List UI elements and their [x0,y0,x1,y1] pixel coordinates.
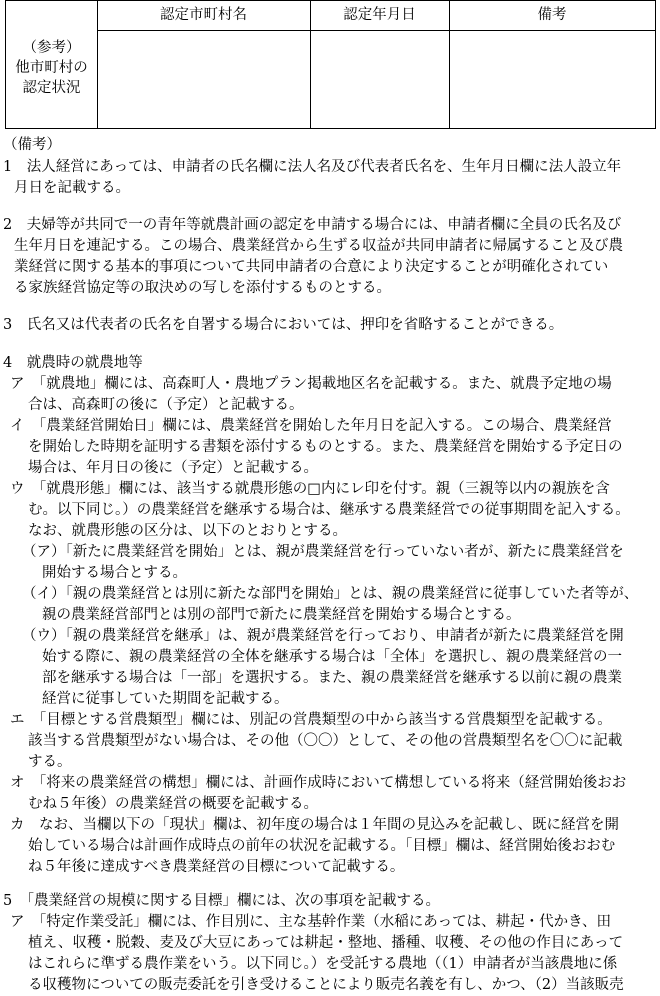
note-line: 1 法人経営にあっては、申請者の氏名欄に法人名及び代表者氏名を、生年月日欄に法人設立年 [3,159,622,175]
note-line: 3 氏名又は代表者の氏名を自署する場合においては、押印を省略することができる。 [3,317,564,333]
note-line: 生年月日を連記する。この場合、農業経営から生ずる収益が共同申請者に帰属すること及び農 [14,238,623,254]
note-line: （ア）「新たに農業経営を開始」とは、親が農業経営を行っていない者が、新たに農業経営を [22,544,624,560]
note-line: 4 就農時の就農地等 [3,355,143,371]
note-line: はこれらに準ずる農作業をいう。以下同じ。）を受託する農地（（1）申請者が当該農地に係 [28,956,618,972]
header-municipality: 認定市町村名 [160,7,247,23]
note-line: 開始する場合とする。 [42,565,187,581]
reference-table [5,0,656,129]
header-divider [97,30,655,31]
note-line: る収穫物についての販売委託を引き受けることにより販売名義を有し、かつ、（2）当該販売 [28,977,624,993]
note-line: オ 「将来の農業経営の構想」欄には、計画作成時において構想している将来（経営開始後おお [10,775,627,791]
note-line: 部を継承する場合は「一部」を選択する。また、親の農業経営を継承する以前に親の農業 [42,670,622,686]
note-line: ア 「就農地」欄には、高森町人・農地プラン掲載地区名を記載する。また、就農予定地の場 [10,376,612,392]
notes-heading: （備考） [3,137,61,153]
note-line: 場合は、年月日の後に（予定）と記載する。 [28,460,318,476]
note-line: 植え、収穫・脱穀、麦及び大豆にあっては耕起・整地、播種、収穫、その他の作目にあって [28,935,624,951]
note-line: （イ）「親の農業経営とは別に新たな部門を開始」とは、親の農業経営に従事していた者等が、 [22,586,639,602]
note-line: 該当する営農類型がない場合は、その他（〇〇）として、その他の営農類型名を〇〇に記載 [28,733,623,749]
note-line: 親の農業経営部門とは別の部門で新たに農業経営を開始する場合とする。 [42,607,521,623]
note-line: 2 夫婦等が共同で一の青年等就農計画の認定を申請する場合には、申請者欄に全員の氏名及び [3,217,622,233]
row-label-line: 認定状況 [22,80,81,96]
note-line: むね５年後）の農業経営の概要を記載する。 [28,796,318,812]
row-label [6,38,97,98]
note-line: 5 「農業経営の規模に関する目標」欄には、次の事項を記載する。 [3,893,440,909]
row-label-line: （参考） [22,40,81,56]
note-line: する。 [28,754,72,770]
note-line: エ 「目標とする営農類型」欄には、別記の営農類型の中から該当する営農類型を記載する。 [10,712,612,728]
note-line: ア 「特定作業受託」欄には、作目別に、主な基幹作業（水稲にあっては、耕起・代かき、田 [10,914,612,930]
row-label-line: 他市町村の [15,60,88,76]
note-line: 月日を記載する。 [14,180,130,196]
note-line: 経営に従事していた期間を記載する。 [42,691,289,707]
note-line: 始している場合は計画作成時点の前年の状況を記載する。「目標」欄は、経営開始後おおむ [28,838,616,854]
note-line: カ なお、当欄以下の「現状」欄は、初年度の場合は１年間の見込みを記載し、既に経営を開 [10,817,619,833]
note-line: る家族経営協定等の取決めの写しを添付するものとする。 [14,280,391,296]
header-date: 認定年月日 [343,7,416,23]
header-remarks: 備考 [537,7,567,23]
note-line: 業経営に関する基本的事項について共同申請者の合意により決定することが明確化されてい [14,259,609,275]
note-line: なお、就農形態の区分は、以下のとおりとする。 [28,523,347,539]
note-line: ウ 「就農形態」欄には、該当する就農形態の□内にレ印を付す。親（三親等以内の親族を含 [10,481,610,497]
note-line: （ウ）「親の農業経営を継承」は、親が農業経営を行っており、申請者が新たに農業経営を開 [22,628,624,644]
note-line: 合は、高森町の後に（予定）と記載する。 [28,397,304,413]
note-line: 始する際に、親の農業経営の全体を継承する場合は「全体」を選択し、親の農業経営の一 [42,649,622,665]
note-line: ね５年後に達成すべき農業経営の目標について記載する。 [28,859,405,875]
note-line: む。以下同じ。）の農業経営を継承する場合は、継承する農業経営での従事期間を記入する。 [28,502,630,518]
note-line: を開始した時期を証明する書類を添付するものとする。また、農業経営を開始する予定日の [28,439,623,455]
note-line: イ 「農業経営開始日」欄には、農業経営を開始した年月日を記入する。この場合、農業経営 [10,418,612,434]
